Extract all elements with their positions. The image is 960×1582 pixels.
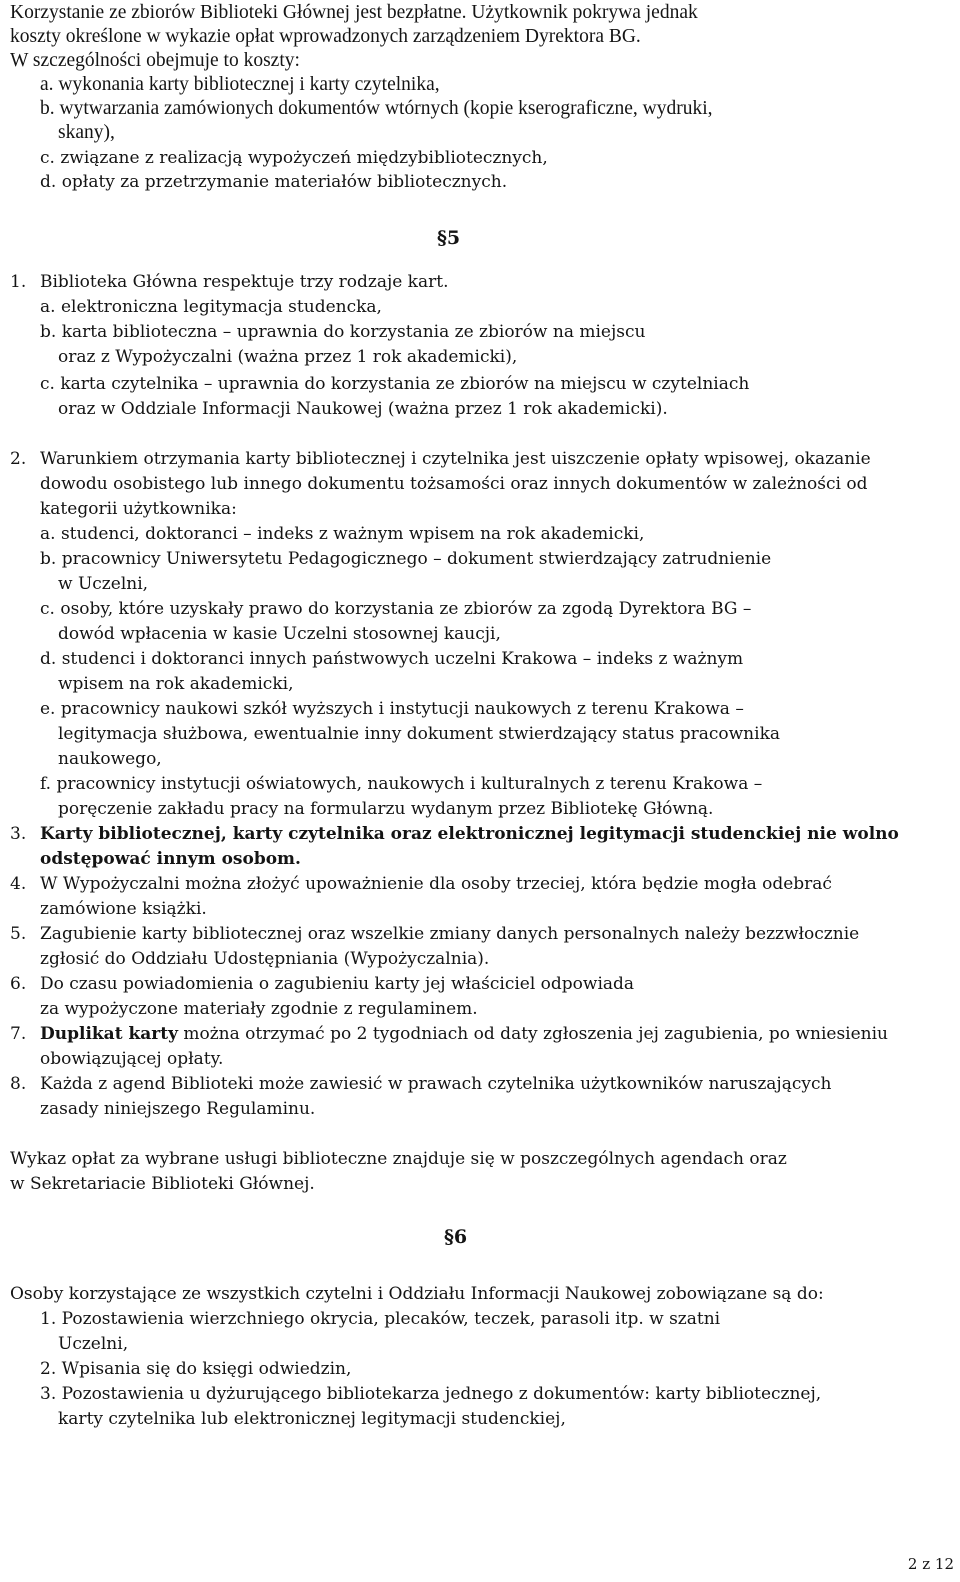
paragraph-text: W Wypożyczalni można złożyć upoważnienie dla osoby trzeciej, która będzie mogła odebrać <box>40 874 832 894</box>
paragraph-text: Zagubienie karty bibliotecznej oraz wszelkie zmiany danych personalnych należy bezzwłocznie <box>40 924 860 944</box>
cost-item-a: a. wykonania karty bibliotecznej i karty czytelnika, <box>40 74 440 95</box>
obligation-3: 3. Pozostawienia u dyżurującego bibliotekarza jednego z dokumentów: karty bibliotecznej, <box>40 1384 822 1404</box>
list-number: 7. <box>10 1024 27 1044</box>
category-c: c. osoby, które uzyskały prawo do korzystania ze zbiorów za zgodą Dyrektora BG – <box>40 599 752 619</box>
list-number: 1. <box>10 272 27 292</box>
category-f-cont: poręczenie zakładu pracy na formularzu wydanym przez Bibliotekę Główną. <box>58 799 714 819</box>
paragraph-text: Warunkiem otrzymania karty bibliotecznej i czytelnika jest uiszczenie opłaty wpisowej, okazanie <box>40 449 871 469</box>
section-heading-6: §6 <box>444 1226 468 1248</box>
category-c-cont: dowód wpłacenia w kasie Uczelni stosownej kaucji, <box>58 624 501 644</box>
card-type-c: c. karta czytelnika – uprawnia do korzystania ze zbiorów na miejscu w czytelniach <box>40 374 750 394</box>
intro-line: Korzystanie ze zbiorów Biblioteki Głównej jest bezpłatne. Użytkownik pokrywa jednak <box>10 2 698 23</box>
obligation-1-cont: Uczelni, <box>58 1334 129 1354</box>
bold-rule-cont: odstępować innym osobom. <box>40 849 301 869</box>
section-heading-5: §5 <box>437 227 461 249</box>
obligation-1: 1. Pozostawienia wierzchniego okrycia, plecaków, teczek, parasoli itp. w szatni <box>40 1309 721 1329</box>
list-number: 2. <box>10 449 27 469</box>
category-e-cont: legitymacja służbowa, ewentualnie inny dokument stwierdzający status pracownika <box>58 724 781 744</box>
list-number: 8. <box>10 1074 27 1094</box>
card-type-a: a. elektroniczna legitymacja studencka, <box>40 297 382 317</box>
card-type-b: b. karta biblioteczna – uprawnia do korzystania ze zbiorów na miejscu <box>40 322 646 342</box>
category-b: b. pracownicy Uniwersytetu Pedagogicznego – dokument stwierdzający zatrudnienie <box>40 549 772 569</box>
category-b-cont: w Uczelni, <box>58 574 149 594</box>
list-number: 3. <box>10 824 27 844</box>
fees-note: Wykaz opłat za wybrane usługi biblioteczne znajduje się w poszczególnych agendach oraz <box>10 1149 787 1169</box>
paragraph-text: Biblioteka Główna respektuje trzy rodzaje kart. <box>40 272 449 292</box>
category-e: e. pracownicy naukowi szkół wyższych i instytucji naukowych z terenu Krakowa – <box>40 699 744 719</box>
category-e-cont: naukowego, <box>58 749 162 769</box>
paragraph-text <box>40 1023 888 1045</box>
category-a: a. studenci, doktoranci – indeks z ważnym wpisem na rok akademicki, <box>40 524 645 544</box>
intro-line: W szczególności obejmuje to koszty: <box>10 50 300 71</box>
paragraph-text: Osoby korzystające ze wszystkich czytelni i Oddziału Informacji Naukowej zobowiązane są do: <box>10 1284 824 1304</box>
category-f: f. pracownicy instytucji oświatowych, naukowych i kulturalnych z terenu Krakowa – <box>40 774 763 794</box>
paragraph-text: kategorii użytkownika: <box>40 499 237 519</box>
paragraph-text: Do czasu powiadomienia o zagubieniu karty jej właściciel odpowiada <box>40 974 635 994</box>
page-number: 2 z 12 <box>907 1555 954 1573</box>
paragraph-text-rest: można otrzymać po 2 tygodniach od daty zgłoszenia jej zagubienia, po wniesieniu <box>177 1024 889 1044</box>
card-type-c-cont: oraz w Oddziale Informacji Naukowej (ważna przez 1 rok akademicki). <box>58 399 668 419</box>
bold-term: Duplikat karty <box>40 1024 178 1044</box>
paragraph-text: dowodu osobistego lub innego dokumentu tożsamości oraz innych dokumentów w zależności od <box>40 474 868 494</box>
category-d-cont: wpisem na rok akademicki, <box>58 674 294 694</box>
list-number: 6. <box>10 974 27 994</box>
fees-note: w Sekretariacie Biblioteki Głównej. <box>10 1174 315 1194</box>
paragraph-text: za wypożyczone materiały zgodnie z regulaminem. <box>40 999 478 1019</box>
cost-item-c: c. związane z realizacją wypożyczeń międzybibliotecznych, <box>40 148 548 168</box>
cost-item-d: d. opłaty za przetrzymanie materiałów bibliotecznych. <box>40 172 508 192</box>
category-d: d. studenci i doktoranci innych państwowych uczelni Krakowa – indeks z ważnym <box>40 649 744 669</box>
card-type-b-cont: oraz z Wypożyczalni (ważna przez 1 rok akademicki), <box>58 347 518 367</box>
paragraph-text: zasady niniejszego Regulaminu. <box>40 1099 316 1119</box>
bold-rule: Karty bibliotecznej, karty czytelnika oraz elektronicznej legitymacji studenckiej nie wolno <box>40 824 899 844</box>
obligation-2: 2. Wpisania się do księgi odwiedzin, <box>40 1359 352 1379</box>
paragraph-text: zgłosić do Oddziału Udostępniania (Wypożyczalnia). <box>40 949 490 969</box>
paragraph-text: zamówione książki. <box>40 899 207 919</box>
list-number: 5. <box>10 924 27 944</box>
cost-item-b-cont: skany), <box>58 122 115 143</box>
obligation-3-cont: karty czytelnika lub elektronicznej legitymacji studenckiej, <box>58 1409 566 1429</box>
intro-line: koszty określone w wykazie opłat wprowadzonych zarządzeniem Dyrektora BG. <box>10 26 641 47</box>
paragraph-text: obowiązującej opłaty. <box>40 1049 224 1069</box>
cost-item-b: b. wytwarzania zamówionych dokumentów wtórnych (kopie kserograficzne, wydruki, <box>40 98 713 119</box>
list-number: 4. <box>10 874 27 894</box>
paragraph-text: Każda z agend Biblioteki może zawiesić w prawach czytelnika użytkowników naruszających <box>40 1074 832 1094</box>
